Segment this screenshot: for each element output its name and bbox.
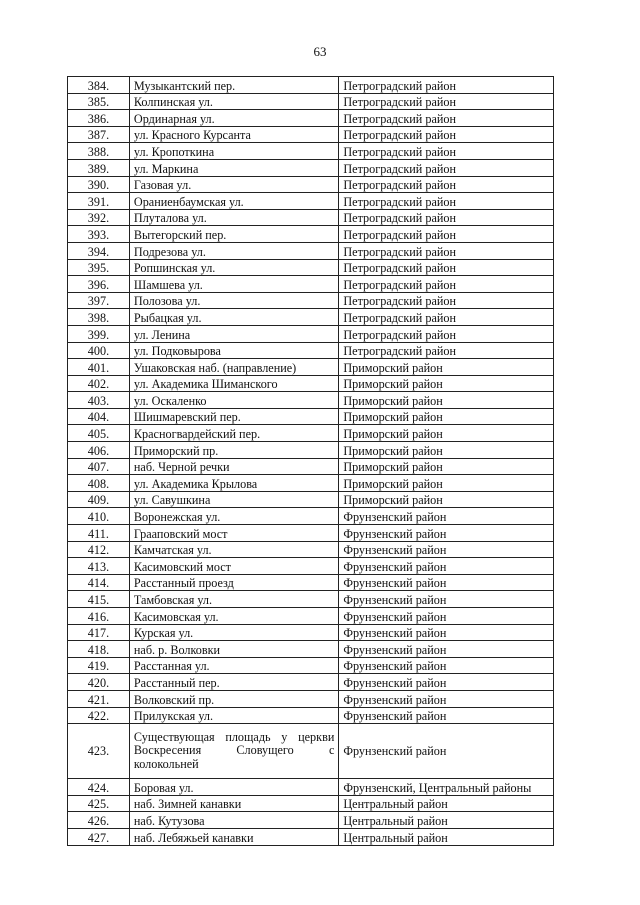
table-row (68, 458, 554, 475)
street-name-cell: Расстанный пер. (129, 674, 338, 691)
street-name-cell: наб. Черной речки (129, 458, 338, 475)
table-row (68, 508, 554, 525)
row-number-cell: 411. (68, 525, 130, 542)
row-number-cell: 417. (68, 624, 130, 641)
row-number-cell: 393. (68, 226, 130, 243)
row-number-cell: 405. (68, 425, 130, 442)
street-name-cell: Волковский пр. (129, 690, 338, 707)
district-cell: Центральный район (339, 828, 554, 845)
row-number-cell: 406. (68, 442, 130, 459)
street-name-cell: ул. Савушкина (129, 491, 338, 508)
district-cell: Приморский район (339, 408, 554, 425)
district-cell: Приморский район (339, 425, 554, 442)
row-number-cell: 422. (68, 707, 130, 724)
table-row (68, 779, 554, 796)
district-cell: Центральный район (339, 812, 554, 829)
street-name-cell: Красногвардейский пер. (129, 425, 338, 442)
district-cell: Петроградский район (339, 226, 554, 243)
table-row (68, 309, 554, 326)
table-row (68, 558, 554, 575)
row-number-cell: 399. (68, 325, 130, 342)
district-cell: Петроградский район (339, 325, 554, 342)
table-row (68, 325, 554, 342)
district-cell: Приморский район (339, 375, 554, 392)
district-cell: Фрунзенский район (339, 608, 554, 625)
row-number-cell: 395. (68, 259, 130, 276)
table-row (68, 93, 554, 110)
street-name-cell: Приморский пр. (129, 442, 338, 459)
row-number-cell: 397. (68, 292, 130, 309)
row-number-cell: 404. (68, 408, 130, 425)
row-number-cell: 408. (68, 475, 130, 492)
district-cell: Приморский район (339, 392, 554, 409)
district-cell: Фрунзенский район (339, 724, 554, 779)
district-cell: Петроградский район (339, 276, 554, 293)
street-name-cell: ул. Академика Крылова (129, 475, 338, 492)
district-cell: Петроградский район (339, 193, 554, 210)
district-cell: Фрунзенский район (339, 525, 554, 542)
district-cell: Приморский район (339, 491, 554, 508)
row-number-cell: 407. (68, 458, 130, 475)
table-row (68, 359, 554, 376)
district-cell: Фрунзенский район (339, 657, 554, 674)
street-name-cell: наб. р. Волковки (129, 641, 338, 658)
row-number-cell: 392. (68, 209, 130, 226)
table-row (68, 259, 554, 276)
district-cell: Петроградский район (339, 143, 554, 160)
row-number-cell: 403. (68, 392, 130, 409)
table-row (68, 392, 554, 409)
district-cell: Петроградский район (339, 110, 554, 127)
table-row (68, 159, 554, 176)
street-name-cell: Прилукская ул. (129, 707, 338, 724)
street-name-cell: Расстанный проезд (129, 574, 338, 591)
street-name-cell: наб. Зимней канавки (129, 795, 338, 812)
street-name-cell: Камчатская ул. (129, 541, 338, 558)
row-number-cell: 402. (68, 375, 130, 392)
row-number-cell: 386. (68, 110, 130, 127)
table-row (68, 408, 554, 425)
street-name-cell: Ораниенбаумская ул. (129, 193, 338, 210)
row-number-cell: 396. (68, 276, 130, 293)
row-number-cell: 420. (68, 674, 130, 691)
row-number-cell: 413. (68, 558, 130, 575)
street-name-cell: Воронежская ул. (129, 508, 338, 525)
table-row (68, 674, 554, 691)
table-row (68, 143, 554, 160)
row-number-cell: 385. (68, 93, 130, 110)
row-number-cell: 400. (68, 342, 130, 359)
table-row (68, 77, 554, 94)
street-name-cell: ул. Оскаленко (129, 392, 338, 409)
row-number-cell: 394. (68, 242, 130, 259)
table-row (68, 574, 554, 591)
table-row (68, 209, 554, 226)
district-cell: Петроградский район (339, 259, 554, 276)
row-number-cell: 409. (68, 491, 130, 508)
row-number-cell: 412. (68, 541, 130, 558)
table-body (68, 77, 554, 846)
street-name-cell: Касимовский мост (129, 558, 338, 575)
street-name-cell: наб. Кутузова (129, 812, 338, 829)
street-name-cell: Боровая ул. (129, 779, 338, 796)
street-name-cell: Газовая ул. (129, 176, 338, 193)
table-row (68, 707, 554, 724)
district-cell: Приморский район (339, 475, 554, 492)
page-number: 63 (313, 44, 327, 59)
table-row (68, 193, 554, 210)
table-row (68, 425, 554, 442)
district-cell: Фрунзенский район (339, 541, 554, 558)
street-name-cell: Шамшева ул. (129, 276, 338, 293)
table-row (68, 690, 554, 707)
street-name-cell: Тамбовская ул. (129, 591, 338, 608)
row-number-cell: 414. (68, 574, 130, 591)
row-number-cell: 424. (68, 779, 130, 796)
table-row (68, 795, 554, 812)
district-cell: Центральный район (339, 795, 554, 812)
row-number-cell: 391. (68, 193, 130, 210)
row-number-cell: 398. (68, 309, 130, 326)
street-name-cell: Шишмаревский пер. (129, 408, 338, 425)
district-cell: Петроградский район (339, 342, 554, 359)
street-name-cell: ул. Подковырова (129, 342, 338, 359)
street-name-cell: ул. Ленина (129, 325, 338, 342)
street-name-cell: Расстанная ул. (129, 657, 338, 674)
street-name-cell: Ропшинская ул. (129, 259, 338, 276)
table-row (68, 724, 554, 779)
table-row (68, 491, 554, 508)
district-cell: Петроградский район (339, 126, 554, 143)
table-row (68, 541, 554, 558)
district-cell: Приморский район (339, 458, 554, 475)
table-row (68, 375, 554, 392)
table-row (68, 342, 554, 359)
street-name-cell: Подрезова ул. (129, 242, 338, 259)
street-name-cell: Касимовская ул. (129, 608, 338, 625)
district-cell: Петроградский район (339, 209, 554, 226)
table-row (68, 812, 554, 829)
street-name-cell: Грааповский мост (129, 525, 338, 542)
street-name-cell: Плуталова ул. (129, 209, 338, 226)
street-name-cell: Колпинская ул. (129, 93, 338, 110)
table-row (68, 624, 554, 641)
table-row (68, 591, 554, 608)
district-cell: Фрунзенский район (339, 558, 554, 575)
table-row (68, 475, 554, 492)
district-cell: Петроградский район (339, 93, 554, 110)
row-number-cell: 384. (68, 77, 130, 94)
district-cell: Фрунзенский район (339, 624, 554, 641)
table-row (68, 442, 554, 459)
district-cell: Петроградский район (339, 77, 554, 94)
table-row (68, 176, 554, 193)
table-row (68, 608, 554, 625)
row-number-cell: 390. (68, 176, 130, 193)
district-cell: Фрунзенский район (339, 591, 554, 608)
street-name-cell: Вытегорский пер. (129, 226, 338, 243)
row-number-cell: 426. (68, 812, 130, 829)
row-number-cell: 388. (68, 143, 130, 160)
district-cell: Петроградский район (339, 309, 554, 326)
street-name-cell: Рыбацкая ул. (129, 309, 338, 326)
district-cell: Фрунзенский район (339, 574, 554, 591)
street-name-cell: Музыкантский пер. (129, 77, 338, 94)
row-number-cell: 423. (68, 724, 130, 779)
street-name-cell: ул. Кропоткина (129, 143, 338, 160)
district-cell: Фрунзенский район (339, 690, 554, 707)
street-name-cell: ул. Маркина (129, 159, 338, 176)
district-cell: Приморский район (339, 442, 554, 459)
table-row (68, 226, 554, 243)
table-row (68, 292, 554, 309)
district-cell: Фрунзенский, Центральный районы (339, 779, 554, 796)
table-row (68, 828, 554, 845)
table-row (68, 641, 554, 658)
street-name-cell: Курская ул. (129, 624, 338, 641)
row-number-cell: 419. (68, 657, 130, 674)
row-number-cell: 389. (68, 159, 130, 176)
row-number-cell: 418. (68, 641, 130, 658)
district-cell: Петроградский район (339, 292, 554, 309)
table-row (68, 657, 554, 674)
district-cell: Приморский район (339, 359, 554, 376)
table-row (68, 525, 554, 542)
district-cell: Фрунзенский район (339, 707, 554, 724)
street-name-cell: Полозова ул. (129, 292, 338, 309)
row-number-cell: 421. (68, 690, 130, 707)
table-row (68, 126, 554, 143)
row-number-cell: 415. (68, 591, 130, 608)
row-number-cell: 425. (68, 795, 130, 812)
table-row (68, 276, 554, 293)
row-number-cell: 401. (68, 359, 130, 376)
street-name-cell: Ушаковская наб. (направление) (129, 359, 338, 376)
street-name-cell: Ординарная ул. (129, 110, 338, 127)
district-cell: Петроградский район (339, 242, 554, 259)
row-number-cell: 410. (68, 508, 130, 525)
district-cell: Фрунзенский район (339, 641, 554, 658)
district-cell: Фрунзенский район (339, 508, 554, 525)
district-cell: Петроградский район (339, 159, 554, 176)
table-row (68, 242, 554, 259)
street-name-cell: ул. Красного Курсанта (129, 126, 338, 143)
row-number-cell: 416. (68, 608, 130, 625)
street-name-cell: ул. Академика Шиманского (129, 375, 338, 392)
street-name-cell: Существующая площадь у церкви Воскресения Словущего с колокольней (129, 724, 338, 779)
row-number-cell: 387. (68, 126, 130, 143)
streets-table (67, 76, 554, 846)
district-cell: Петроградский район (339, 176, 554, 193)
street-name-cell: наб. Лебяжьей канавки (129, 828, 338, 845)
district-cell: Фрунзенский район (339, 674, 554, 691)
table-row (68, 110, 554, 127)
row-number-cell: 427. (68, 828, 130, 845)
